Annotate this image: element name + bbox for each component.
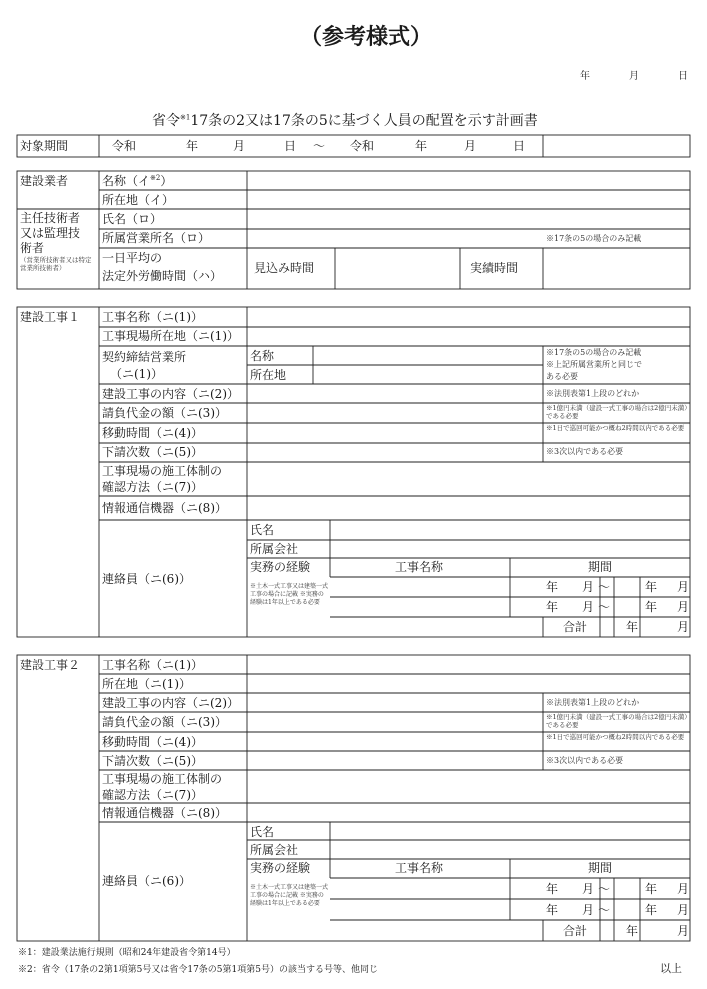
project2-site-label: 所在地（ニ(1)） xyxy=(102,677,191,691)
date-month-label: 月 xyxy=(629,71,639,82)
engineer-label-3: 術者 xyxy=(20,241,45,255)
project1-liaison-exp: 実務の経験 xyxy=(250,560,311,574)
p1-r1-year1: 年 xyxy=(546,580,559,594)
project2-liaison-exp: 実務の経験 xyxy=(250,861,311,875)
p2-r1-year1: 年 xyxy=(546,882,559,896)
project2-system-label-2: 確認方法（ニ(7)） xyxy=(102,788,203,802)
project1-sub-label: 下請次数（ニ(5)） xyxy=(102,445,203,459)
name-label-close: ） xyxy=(160,174,173,188)
contractor-name-label xyxy=(102,175,172,187)
period-tilde: ～ xyxy=(313,139,326,153)
p1-total-year: 年 xyxy=(626,620,639,634)
project1-price-label: 請負代金の額（ニ(3)） xyxy=(102,406,227,420)
project1-office-address-label: 所在地 xyxy=(250,368,287,382)
period-end-year: 年 xyxy=(415,139,428,153)
p1-r1-year2: 年 xyxy=(645,580,658,594)
office-note: ※17条の5の場合のみ記載 xyxy=(546,234,642,243)
project2-move-label: 移動時間（ニ(4)） xyxy=(102,735,203,749)
project1-sub-note: ※3次以内である必要 xyxy=(546,447,624,456)
project1-liaison-label: 連絡員（ニ(6)） xyxy=(102,572,191,586)
heading-prefix: 省令 xyxy=(152,113,180,129)
period-label: 対象期間 xyxy=(20,139,69,153)
project1-move-note: ※1日で巡回可能かつ概ね2時間以内である必要 xyxy=(546,424,685,432)
date-day-label: 日 xyxy=(678,71,688,82)
period-end-era: 令和 xyxy=(350,139,375,153)
p1-total-month: 月 xyxy=(677,620,690,634)
project1-content-note: ※法別表第1上段のどれか xyxy=(546,389,640,398)
p2-r2-tilde: ～ xyxy=(598,903,611,917)
person-name-label: 氏名（ロ） xyxy=(102,212,163,226)
date-year-label: 年 xyxy=(580,71,590,82)
project1-content-label: 建設工事の内容（ニ(2)） xyxy=(102,387,239,401)
project1-liaison-period-header: 期間 xyxy=(588,560,613,574)
project2-work-name-label: 工事名称（ニ(1)） xyxy=(102,658,203,672)
project2-liaison-company: 所属会社 xyxy=(250,843,299,857)
name-footnote-mark: ※2 xyxy=(150,174,161,182)
form-title: （参考様式） xyxy=(300,25,433,50)
p2-r1-year2: 年 xyxy=(645,882,658,896)
project1-contract-office-label: 契約締結営業所 xyxy=(102,350,187,364)
project2-content-label: 建設工事の内容（ニ(2)） xyxy=(102,696,239,710)
contractor-label: 建設業者 xyxy=(20,174,69,188)
p2-r1-month1: 月 xyxy=(582,882,595,896)
p2-r2-month1: 月 xyxy=(582,903,595,917)
p2-total-year: 年 xyxy=(626,924,639,938)
p2-r2-year2: 年 xyxy=(645,903,658,917)
overtime-label-2: 法定外労働時間（ハ） xyxy=(102,269,223,283)
p1-r2-month1: 月 xyxy=(582,600,595,614)
project1-ict-label: 情報通信機器（ニ(8)） xyxy=(102,501,227,515)
p1-r1-month1: 月 xyxy=(582,580,595,594)
p1-r2-tilde: ～ xyxy=(598,600,611,614)
project2-sub-label: 下請次数（ニ(5)） xyxy=(102,754,203,768)
project1-work-name-label: 工事名称（ニ(1)） xyxy=(102,310,203,324)
project1-move-label: 移動時間（ニ(4)） xyxy=(102,426,203,440)
p1-total-label: 合計 xyxy=(563,620,588,634)
expected-hours-label: 見込み時間 xyxy=(254,261,315,275)
contractor-address-label: 所在地（イ） xyxy=(102,193,175,207)
p2-r1-month2: 月 xyxy=(677,882,690,896)
project2-content-note: ※法別表第1上段のどれか xyxy=(546,698,640,707)
project1-site-label: 工事現場所在地（ニ(1)） xyxy=(102,329,239,343)
office-name-label: 所属営業所名（ロ） xyxy=(102,231,211,245)
period-start-year: 年 xyxy=(186,139,199,153)
period-start-era: 令和 xyxy=(112,139,137,153)
project1-contract-note-3: ある必要 xyxy=(546,372,578,381)
project1-contract-note-1: ※17条の5の場合のみ記載 xyxy=(546,348,642,357)
project1-system-label-1: 工事現場の施工体制の xyxy=(102,464,223,478)
name-label-text: 名称（イ xyxy=(102,174,151,188)
project1-contract-note-2: ※上記所属営業所と同じで xyxy=(546,360,642,369)
p2-r2-month2: 月 xyxy=(677,903,690,917)
p2-r2-year1: 年 xyxy=(546,903,559,917)
project1-liaison-company: 所属会社 xyxy=(250,542,299,556)
p1-r1-tilde: ～ xyxy=(598,580,611,594)
project2-liaison-work-header: 工事名称 xyxy=(395,861,444,875)
p1-r2-year2: 年 xyxy=(645,600,658,614)
period-start-day: 日 xyxy=(284,139,297,153)
heading-footnote-mark: ※1 xyxy=(180,113,191,122)
project1-liaison-exp-note: ※土木一式工事又は建築一式工事の場合に記載 ※実務の経験は1年以上である必要 xyxy=(250,583,329,606)
project2-label: 建設工事２ xyxy=(20,658,81,672)
p2-total-label: 合計 xyxy=(563,924,588,938)
p1-r2-year1: 年 xyxy=(546,600,559,614)
project2-move-note: ※1日で巡回可能かつ概ね2時間以内である必要 xyxy=(546,733,685,741)
p2-total-month: 月 xyxy=(677,924,690,938)
project2-liaison-label: 連絡員（ニ(6)） xyxy=(102,874,191,888)
project2-liaison-exp-note: ※土木一式工事又は建築一式工事の場合に記載 ※実務の経験は1年以上である必要 xyxy=(250,884,329,907)
project2-ict-label: 情報通信機器（ニ(8)） xyxy=(102,806,227,820)
project2-price-label: 請負代金の額（ニ(3)） xyxy=(102,715,227,729)
p1-r2-month2: 月 xyxy=(677,600,690,614)
p2-r1-tilde: ～ xyxy=(598,882,611,896)
project1-office-name-label: 名称 xyxy=(250,349,275,363)
heading-text: 17条の2又は17条の5に基づく人員の配置を示す計画書 xyxy=(190,113,538,129)
project1-contract-office-ref: （ニ(1)） xyxy=(110,367,163,381)
project2-sub-note: ※3次以内である必要 xyxy=(546,756,624,765)
period-start-month: 月 xyxy=(233,139,246,153)
overtime-label-1: 一日平均の xyxy=(102,251,163,265)
footnote-2: ※2：省令（17条の2第1項第5号又は省令17条の5第1項第5号）の該当する号等、他同じ xyxy=(18,965,378,975)
footnote-1: ※1：建設業法施行規則（昭和24年建設省令第14号） xyxy=(18,948,236,958)
project1-price-note: ※1億円未満（建設一式工事の場合は2億円未満）である必要 xyxy=(546,404,688,420)
period-end-month: 月 xyxy=(464,139,477,153)
project2-price-note: ※1億円未満（建設一式工事の場合は2億円未満）である必要 xyxy=(546,713,688,729)
engineer-label-1: 主任技術者 xyxy=(20,211,81,225)
project1-liaison-name: 氏名 xyxy=(250,523,275,537)
project2-system-label-1: 工事現場の施工体制の xyxy=(102,772,223,786)
project1-system-label-2: 確認方法（ニ(7)） xyxy=(102,480,203,494)
actual-hours-label: 実績時間 xyxy=(470,261,519,275)
period-end-day: 日 xyxy=(513,139,526,153)
project1-label: 建設工事１ xyxy=(20,310,81,324)
p1-r1-month2: 月 xyxy=(677,580,690,594)
project1-liaison-work-header: 工事名称 xyxy=(395,560,444,574)
end-mark: 以上 xyxy=(660,962,682,975)
project2-liaison-period-header: 期間 xyxy=(588,861,613,875)
engineer-label-2: 又は監理技 xyxy=(20,226,81,240)
engineer-note: （営業所技術者又は特定営業所技術者） xyxy=(20,256,92,272)
project2-liaison-name: 氏名 xyxy=(250,825,275,839)
form-heading xyxy=(152,110,538,130)
